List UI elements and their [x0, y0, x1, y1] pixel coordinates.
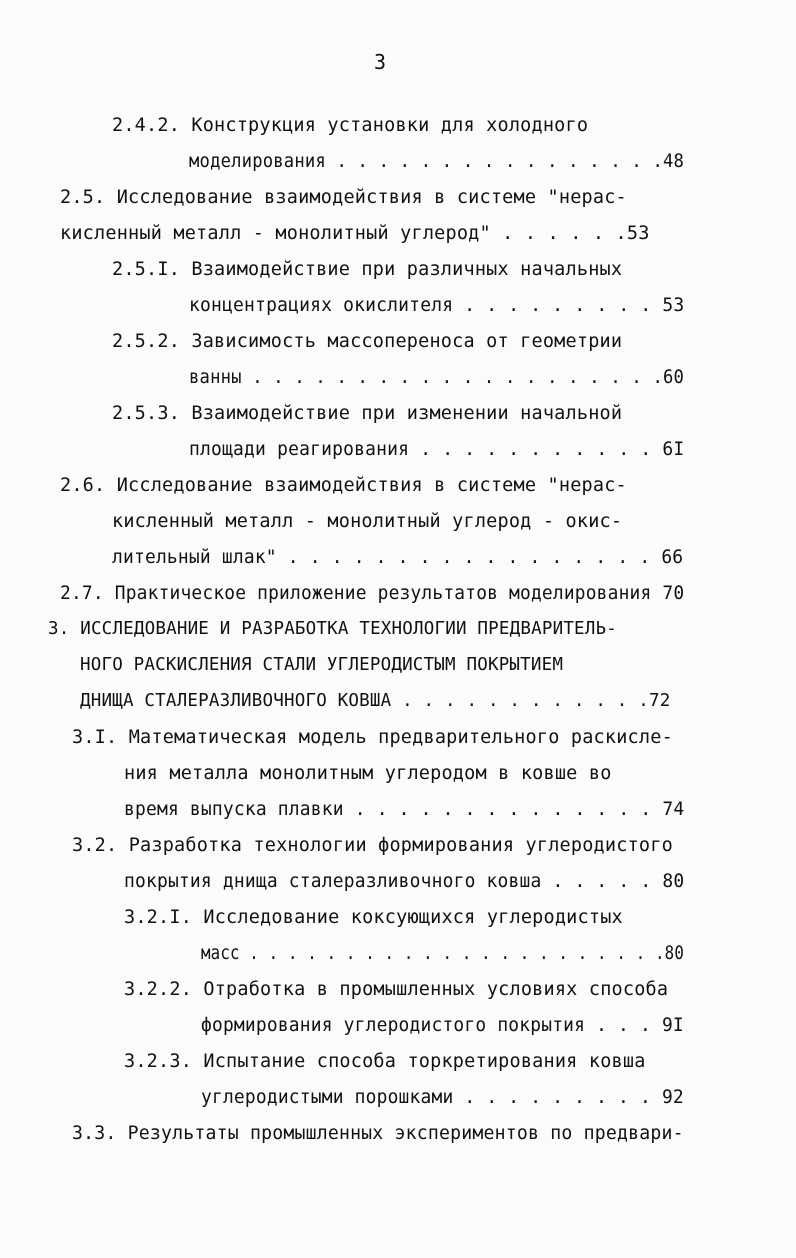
toc-line: концентрациях окислителя . . . . . . . . . 53 [189, 295, 685, 316]
toc-line: покрытия днища сталеразливочного ковша . . . . . 80 [124, 871, 685, 892]
toc-line: 3.I. Математическая модель предварительного раскисле- [72, 727, 673, 748]
toc-line: масс . . . . . . . . . . . . . . . . . . . . . .80 [201, 943, 685, 964]
toc-line: 2.7. Практическое приложение результатов моделирования 70 [60, 583, 685, 604]
toc-line: 2.5.I. Взаимодействие при различных начальных [112, 259, 623, 280]
toc-line: 2.5.3. Взаимодействие при изменении начальной [112, 403, 623, 424]
toc-line: ния металла монолитным углеродом в ковше во [124, 763, 612, 784]
toc-line: 2.5. Исследование взаимодействия в системе "нерас- [60, 187, 627, 208]
toc-line: углеродистыми порошками . . . . . . . . . 92 [201, 1087, 684, 1108]
toc-line: ванны . . . . . . . . . . . . . . . . . . . .60 [189, 367, 685, 388]
toc-line: моделирования . . . . . . . . . . . . . . . .48 [189, 151, 685, 172]
toc-line: лительный шлак" . . . . . . . . . . . . . . . . . 66 [112, 547, 684, 568]
toc-line: 3.2.3. Испытание способа торкретирования ковша [124, 1051, 646, 1072]
toc-line: 2.4.2. Конструкция установки для холодного [112, 115, 589, 136]
toc-line: 2.6. Исследование взаимодействия в системе "нерас- [60, 475, 627, 496]
toc-line: 2.5.2. Зависимость массопереноса от геометрии [112, 331, 623, 352]
toc-line: 3.3. Результаты промышленных экспериментов по предвари- [72, 1123, 684, 1144]
toc-line: 3. ИССЛЕДОВАНИЕ И РАЗРАБОТКА ТЕХНОЛОГИИ ПРЕДВАРИТЕЛЬ- [48, 619, 618, 639]
toc-line: ДНИЩА СТАЛЕРАЗЛИВОЧНОГО КОВША . . . . . . . . . . . .72 [80, 691, 671, 711]
toc-line: 3.2.I. Исследование коксующихся углеродистых [124, 907, 623, 928]
toc-line: НОГО РАСКИСЛЕНИЯ СТАЛИ УГЛЕРОДИСТЫМ ПОКРЫТИЕМ [80, 655, 564, 675]
toc-line: формирования углеродистого покрытия . . . 9I [201, 1015, 684, 1036]
toc-line: 3.2. Разработка технологии формирования углеродистого [72, 835, 673, 856]
toc-line: время выпуска плавки . . . . . . . . . . . . . . 74 [124, 799, 685, 820]
page-number: 3 [373, 50, 387, 74]
toc-line: 3.2.2. Отработка в промышленных условиях способа [124, 979, 669, 1000]
toc-line: кисленный металл - монолитный углерод" . . . . . .53 [60, 223, 650, 244]
toc-line: площади реагирования . . . . . . . . . . . 6I [189, 439, 685, 460]
toc-line: кисленный металл - монолитный углерод - окис- [112, 511, 623, 532]
